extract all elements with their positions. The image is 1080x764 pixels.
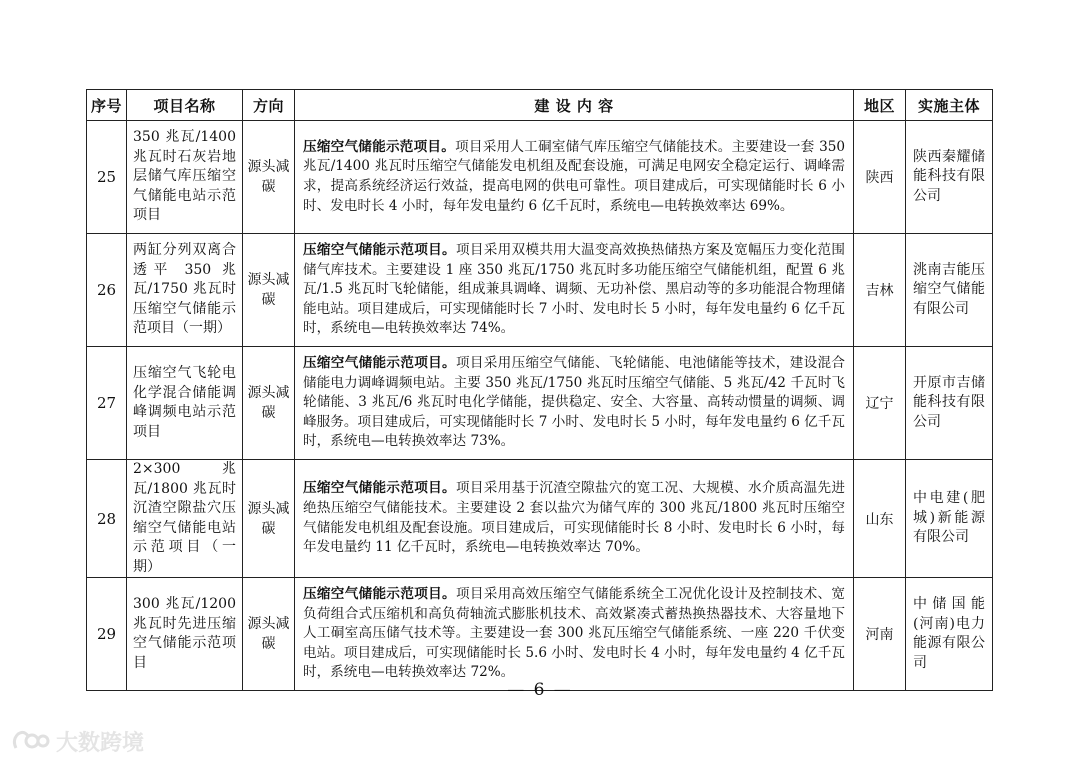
direction: 源头减碳 [243,234,295,347]
project-name: 350 兆瓦/1400 兆瓦时石灰岩地层储气库压缩空气储能电站示范项目 [127,121,243,234]
organization: 中电建(肥城)新能源有限公司 [906,460,993,578]
content-body: 项目采用双模共用大温变高效换热储热方案及宽幅压力变化范围储气库技术。主要建设 1 座 350 兆瓦/1750 兆瓦时多功能压缩空气储能机组，配置 6 兆瓦/1.5 兆瓦时飞轮储能，组成兼具调峰、调频、无功补偿、黑启动等的多功能混合物理储能电站。项目建成后，可实现储能时长 7 小时、发电时长 5 小时，每年发电量约 6 亿千瓦时，系统电—电转换效率达 74%。 [303,242,846,337]
organization: 中储国能(河南)电力能源有限公司 [906,578,993,691]
row-index: 25 [87,121,127,234]
page-number: — 6 — [507,680,573,700]
table-row [87,121,993,234]
header-organization: 实施主体 [906,90,993,121]
direction: 源头减碳 [243,578,295,691]
table-row [87,347,993,460]
row-index: 29 [87,578,127,691]
organization: 陕西秦耀储能科技有限公司 [906,121,993,234]
header-index: 序号 [87,90,127,121]
table-row [87,234,993,347]
content-lead: 压缩空气储能示范项目。 [303,242,456,259]
construction-content [295,121,854,234]
header-direction: 方向 [243,90,295,121]
direction: 源头减碳 [243,460,295,578]
construction-content [295,234,854,347]
header-project-name: 项目名称 [127,90,243,121]
project-name: 2×300 兆瓦/1800 兆瓦时沉渣空隙盐穴压缩空气储能电站示范项目（一期） [127,460,243,578]
watermark-logo-icon [10,728,50,754]
content-body: 项目采用高效压缩空气储能系统全工况优化设计及控制技术、宽负荷组合式压缩机和高负荷轴流式膨胀机技术、高效紧凑式蓄热换热器技术、大容量地下人工硐室高压储气技术等。主要建设一套 300 兆瓦压缩空气储能系统、一座 220 千伏变电站。项目建成后，可实现储能时长 5.6 小时、发电时长 4 小时，每年发电量约 4 亿千瓦时，系统电—电转换效率达 72%。 [303,586,846,681]
project-name: 压缩空气飞轮电化学混合储能调峰调频电站示范项目 [127,347,243,460]
table-header-row [87,90,993,121]
project-name: 两缸分列双离合透平 350 兆瓦/1750 兆瓦时压缩空气储能示范项目（一期） [127,234,243,347]
project-name: 300 兆瓦/1200 兆瓦时先进压缩空气储能示范项目 [127,578,243,691]
region: 陕西 [854,121,906,234]
row-index: 26 [87,234,127,347]
region: 辽宁 [854,347,906,460]
content-lead: 压缩空气储能示范项目。 [303,586,456,603]
content-lead: 压缩空气储能示范项目。 [303,480,456,497]
content-body: 项目采用基于沉渣空隙盐穴的宽工况、大规模、水介质高温先进绝热压缩空气储能技术。主要建设 2 套以盐穴为储气库的 300 兆瓦/1800 兆瓦时压缩空气储能发电机组及配套设施。项目建成后，可实现储能时长 8 小时、发电时长 6 小时，每年发电量约 11 亿千瓦时，系统电—电转换效率达 70%。 [303,480,846,556]
content-body: 项目采用压缩空气储能、飞轮储能、电池储能等技术，建设混合储能电力调峰调频电站。主要 350 兆瓦/1750 兆瓦时压缩空气储能、5 兆瓦/42 千瓦时飞轮储能、3 兆瓦/6 兆瓦时电化学储能，提供稳定、安全、大容量、高转动惯量的调频、调峰服务。项目建成后，可实现储能时长 7 小时、发电时长 5 小时，每年发电量约 6 亿千瓦时，系统电—电转换效率达 73%。 [303,355,846,450]
organization: 洮南吉能压缩空气储能有限公司 [906,234,993,347]
row-index: 27 [87,347,127,460]
table-row [87,578,993,691]
construction-content [295,460,854,578]
header-region: 地区 [854,90,906,121]
watermark [10,726,144,756]
direction: 源头减碳 [243,347,295,460]
project-table [86,89,993,691]
region: 吉林 [854,234,906,347]
construction-content [295,347,854,460]
region: 河南 [854,578,906,691]
content-body: 项目采用人工硐室储气库压缩空气储能技术。主要建设一套 350 兆瓦/1400 兆瓦时压缩空气储能发电机组及配套设施，可满足电网安全稳定运行、调峰需求，提高系统经济运行效益，提高电网的供电可靠性。项目建成后，可实现储能时长 6 小时、发电时长 4 小时，每年发电量约 6 亿千瓦时，系统电—电转换效率达 69%。 [303,138,846,214]
organization: 开原市吉储能科技有限公司 [906,347,993,460]
direction: 源头减碳 [243,121,295,234]
content-lead: 压缩空气储能示范项目。 [303,355,456,372]
watermark-text: 大数跨境 [56,730,145,756]
header-content: 建 设 内 容 [295,90,854,121]
content-lead: 压缩空气储能示范项目。 [303,138,456,155]
region: 山东 [854,460,906,578]
construction-content [295,578,854,691]
row-index: 28 [87,460,127,578]
table-row [87,460,993,578]
